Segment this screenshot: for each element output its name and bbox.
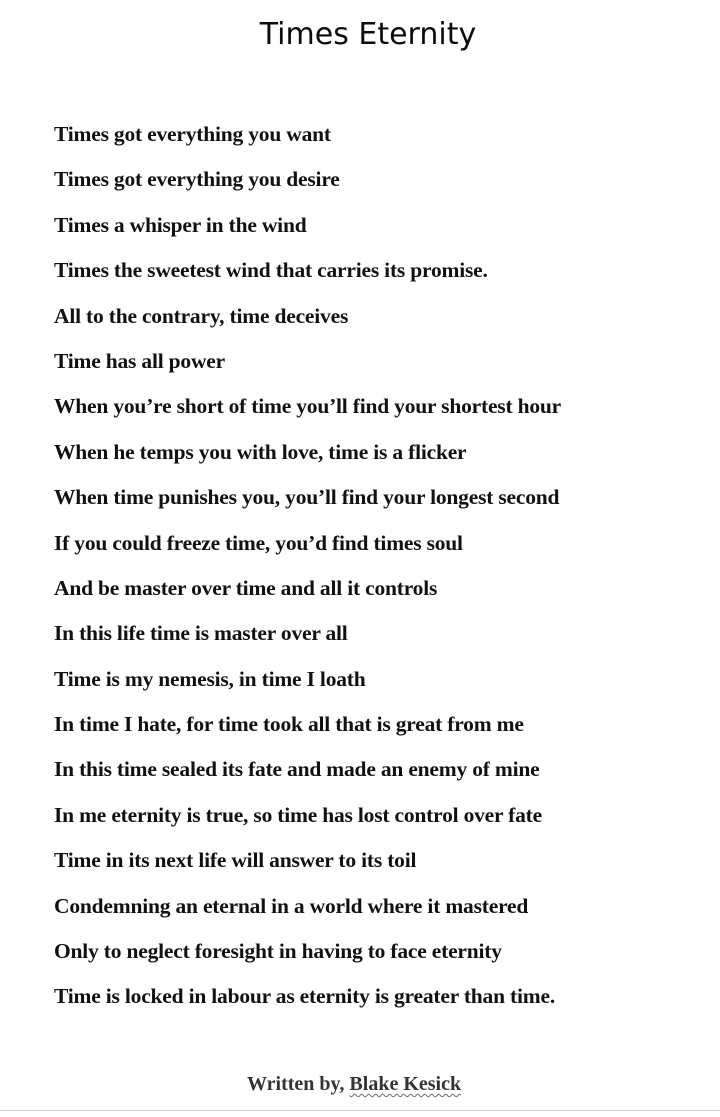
poem-line: When he temps you with love, time is a flicker (54, 439, 467, 464)
author-name: Blake Kesick (349, 1073, 462, 1095)
poem-line: Times a whisper in the wind (54, 212, 307, 237)
poem-line: Condemning an eternal in a world where it mastered (54, 893, 529, 918)
byline-prefix: Written by, (247, 1073, 350, 1095)
poem-line: Time in its next life will answer to its toil (54, 848, 417, 873)
poem-line: Time has all power (54, 348, 225, 373)
poem-line: Times got everything you desire (54, 167, 340, 192)
poem-line: And be master over time and all it controls (54, 575, 438, 600)
poem-line: If you could freeze time, you’d find times soul (54, 530, 463, 555)
poem-line: Only to neglect foresight in having to face eternity (54, 939, 502, 964)
poem-line: In time I hate, for time took all that is great from me (54, 712, 524, 737)
poem-line: In me eternity is true, so time has lost control over fate (54, 802, 542, 827)
poem-line: Time is locked in labour as eternity is greater than time. (54, 984, 555, 1009)
poem-line: Times got everything you want (54, 122, 331, 146)
poem-line: In this time sealed its fate and made an enemy of mine (54, 757, 540, 782)
author-byline (247, 1073, 461, 1096)
poem-line: In this life time is master over all (54, 621, 348, 646)
poem-line: Times the sweetest wind that carries its promise. (54, 258, 488, 283)
poem-line: Time is my nemesis, in time I loath (54, 666, 366, 691)
poem-body (54, 118, 714, 1026)
page-bottom-edge (0, 1110, 720, 1111)
poem-title: Times Eternity (259, 17, 477, 52)
poem-line: All to the contrary, time deceives (54, 303, 349, 328)
poem-line: When you’re short of time you’ll find your shortest hour (54, 394, 561, 419)
poem-line: When time punishes you, you’ll find your longest second (54, 485, 560, 510)
